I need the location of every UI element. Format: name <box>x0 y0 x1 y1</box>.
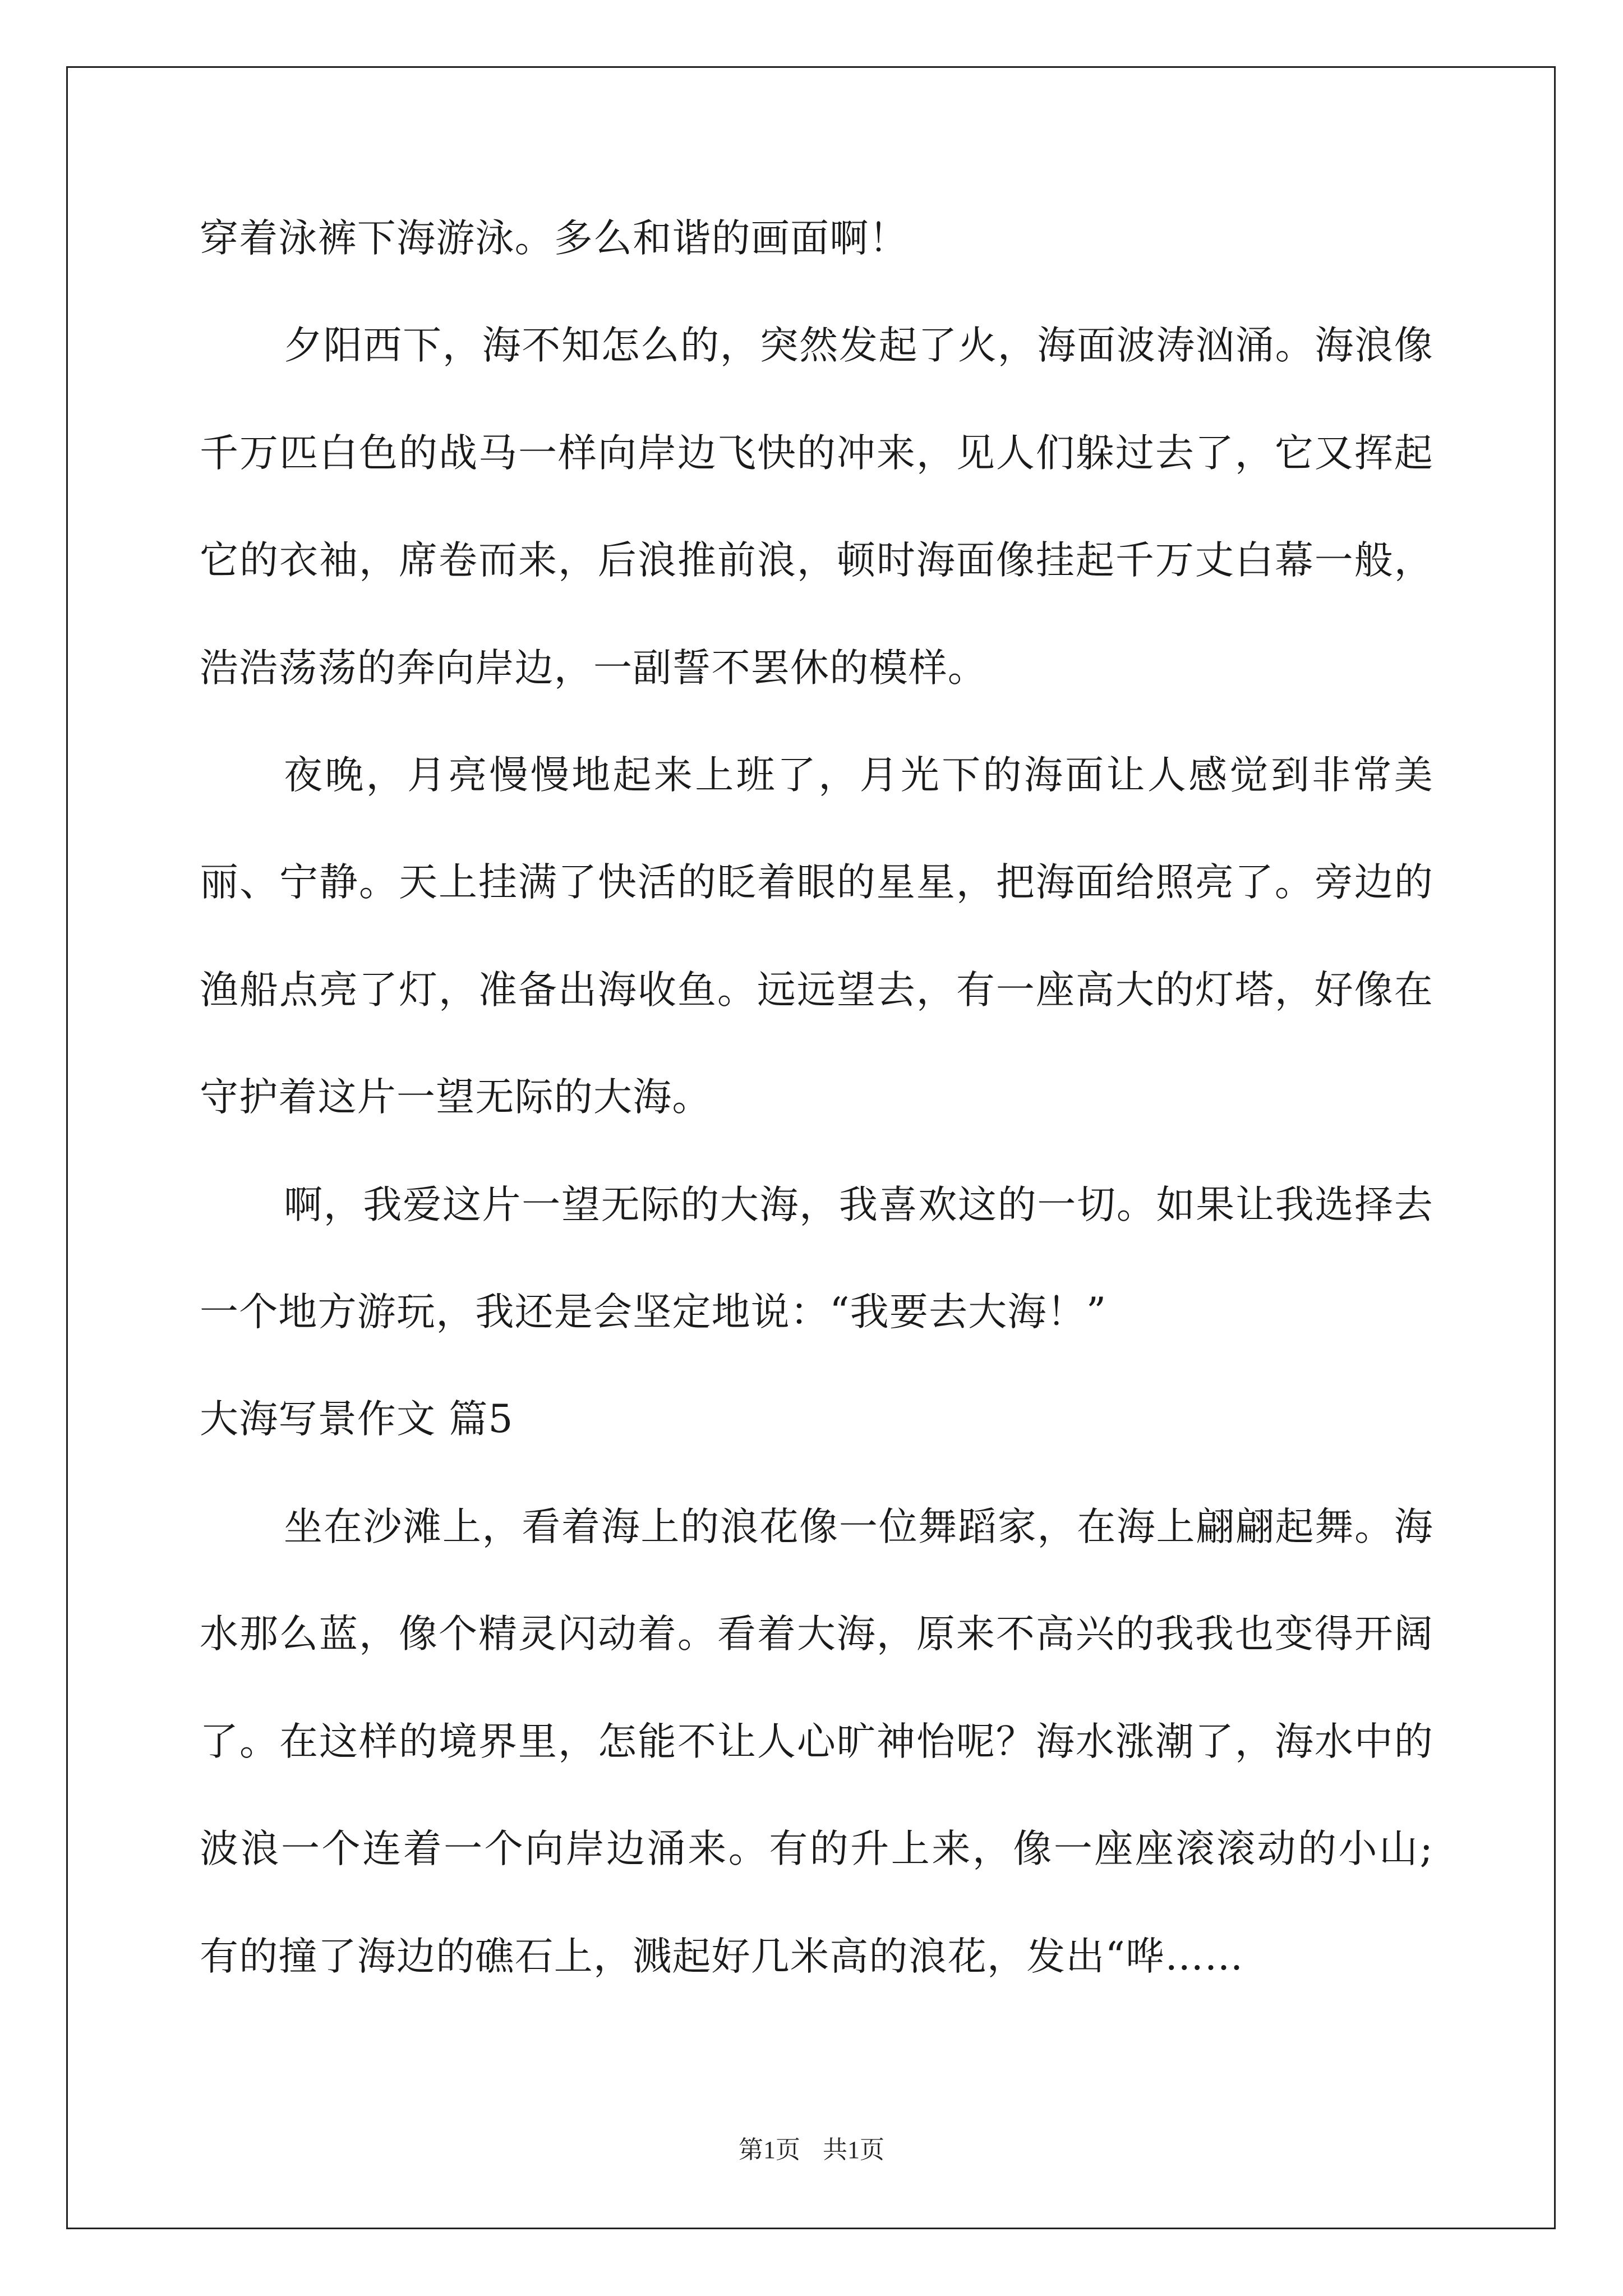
section-heading: 大海写景作文 篇5 <box>200 1397 514 1442</box>
paragraph-night: 夜晚，月亮慢慢地起来上班了，月光下的海面让人感觉到非常美丽、宁静。天上挂满了快活的眨着眼的星星，把海面给照亮了。旁边的渔船点亮了灯，准备出海收鱼。远远望去，有一座高大的灯塔，好像在守护着这片一望无际的大海。 <box>200 753 1433 1120</box>
page-number-current: 第1页 <box>739 2136 800 2164</box>
paragraph-continuation: 穿着泳裤下海游泳。多么和谐的画面啊！ <box>200 216 909 261</box>
paragraph-closing: 啊，我爱这片一望无际的大海，我喜欢这的一切。如果让我选择去一个地方游玩，我还是会坚定地说：“我要去大海！” <box>200 1182 1433 1335</box>
page-number-total: 共1页 <box>823 2136 884 2164</box>
paragraph-sunset: 夕阳西下，海不知怎么的，突然发起了火，海面波涛汹涌。海浪像千万匹白色的战马一样向岸边飞快的冲来，见人们躲过去了，它又挥起它的衣袖，席卷而来，后浪推前浪，顿时海面像挂起千万丈白幕一般，浩浩荡荡的奔向岸边，一副誓不罢休的模样。 <box>200 323 1433 691</box>
paragraph-beach: 坐在沙滩上，看着海上的浪花像一位舞蹈家，在海上翩翩起舞。海水那么蓝，像个精灵闪动着。看着大海，原来不高兴的我我也变得开阔了。在这样的境界里，怎能不让人心旷神怡呢？海水涨潮了，海水中的波浪一个连着一个向岸边涌来。有的升上来，像一座座滚滚动的小山;有的撞了海边的礁石上，溅起好几米高的浪花，发出“哗…… <box>200 1504 1433 1979</box>
document-body <box>200 185 1433 2010</box>
page-footer <box>0 2129 1623 2165</box>
